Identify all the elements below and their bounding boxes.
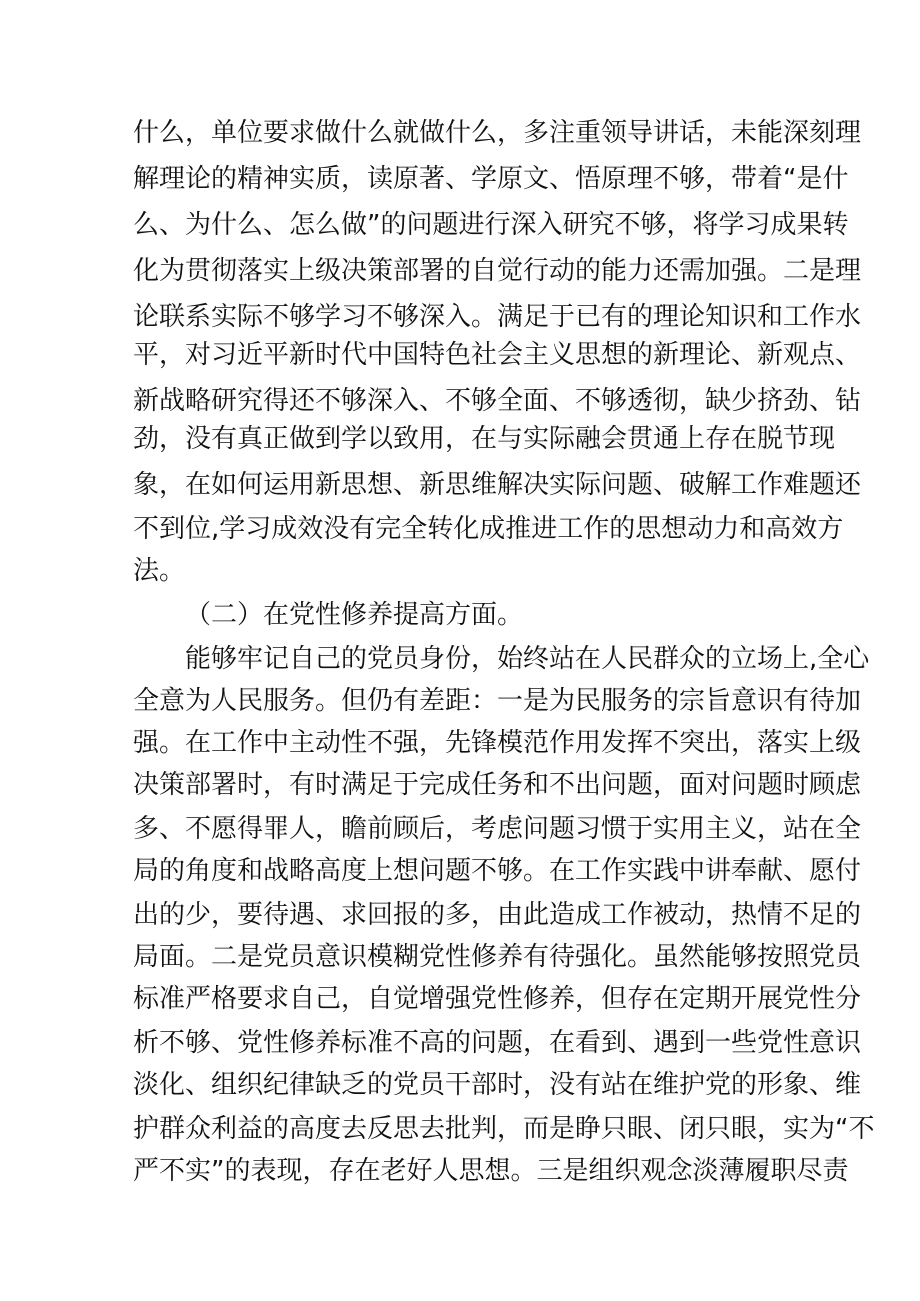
paragraph-line: 象，在如何运用新思想、新思维解决实际问题、破解工作难题还 — [133, 470, 862, 500]
paragraph-line: 淡化、组织纪律缺乏的党员干部时，没有站在维护党的形象、维 — [133, 1070, 862, 1100]
paragraph-line: 不到位,学习成效没有完全转化成推进工作的思想动力和高效方 — [133, 514, 844, 544]
paragraph-line: 么、为什么、怎么做”的问题进行深入研究不够，将学习成果转 — [133, 210, 849, 240]
paragraph-line: 局面。二是党员意识模糊党性修养有待强化。虽然能够按照党员 — [133, 942, 862, 972]
paragraph-line: 强。在工作中主动性不强，先锋模范作用发挥不突出，落实上级 — [133, 728, 862, 758]
paragraph-line: 什么，单位要求做什么就做什么，多注重领导讲话，未能深刻理 — [133, 118, 862, 148]
paragraph-line: 解理论的精神实质，读原著、学原文、悟原理不够，带着“是什 — [133, 164, 849, 194]
paragraph-line: 多、不愿得罪人，瞻前顾后，考虑问题习惯于实用主义，站在全 — [133, 814, 862, 844]
paragraph-line: 劲，没有真正做到学以致用，在与实际融会贯通上存在脱节现 — [133, 424, 836, 454]
paragraph-line: 论联系实际不够学习不够深入。满足于已有的理论知识和工作水 — [133, 302, 862, 332]
paragraph-line: 法。 — [133, 556, 186, 586]
section-heading: （二）在党性修养提高方面。 — [185, 600, 524, 630]
paragraph-line: 标准严格要求自己，自觉增强党性修养，但存在定期开展党性分 — [133, 984, 862, 1014]
paragraph-line: 出的少，要待遇、求回报的多，由此造成工作被动，热情不足的 — [133, 900, 862, 930]
paragraph-line: 新战略研究得还不够深入、不够全面、不够透彻，缺少挤劲、钻 — [133, 386, 862, 416]
paragraph-line: 决策部署时，有时满足于完成任务和不出问题，面对问题时顾虑 — [133, 770, 862, 800]
paragraph-line: 化为贯彻落实上级决策部署的自觉行动的能力还需加强。二是理 — [133, 256, 862, 286]
paragraph-line: 平，对习近平新时代中国特色社会主义思想的新理论、新观点、 — [133, 340, 862, 370]
paragraph-line: 严不实”的表现，存在老好人思想。三是组织观念淡薄履职尽责 — [133, 1156, 849, 1186]
paragraph-line: 析不够、党性修养标准不高的问题，在看到、遇到一些党性意识 — [133, 1028, 862, 1058]
paragraph-line: 全意为人民服务。但仍有差距：一是为民服务的宗旨意识有待加 — [133, 686, 862, 716]
paragraph-line: 能够牢记自己的党员身份，始终站在人民群众的立场上,全心 — [185, 644, 870, 674]
paragraph-line: 局的角度和战略高度上想问题不够。在工作实践中讲奉献、愿付 — [133, 856, 862, 886]
paragraph-line: 护群众利益的高度去反思去批判，而是睁只眼、闭只眼，实为“不 — [133, 1114, 875, 1144]
